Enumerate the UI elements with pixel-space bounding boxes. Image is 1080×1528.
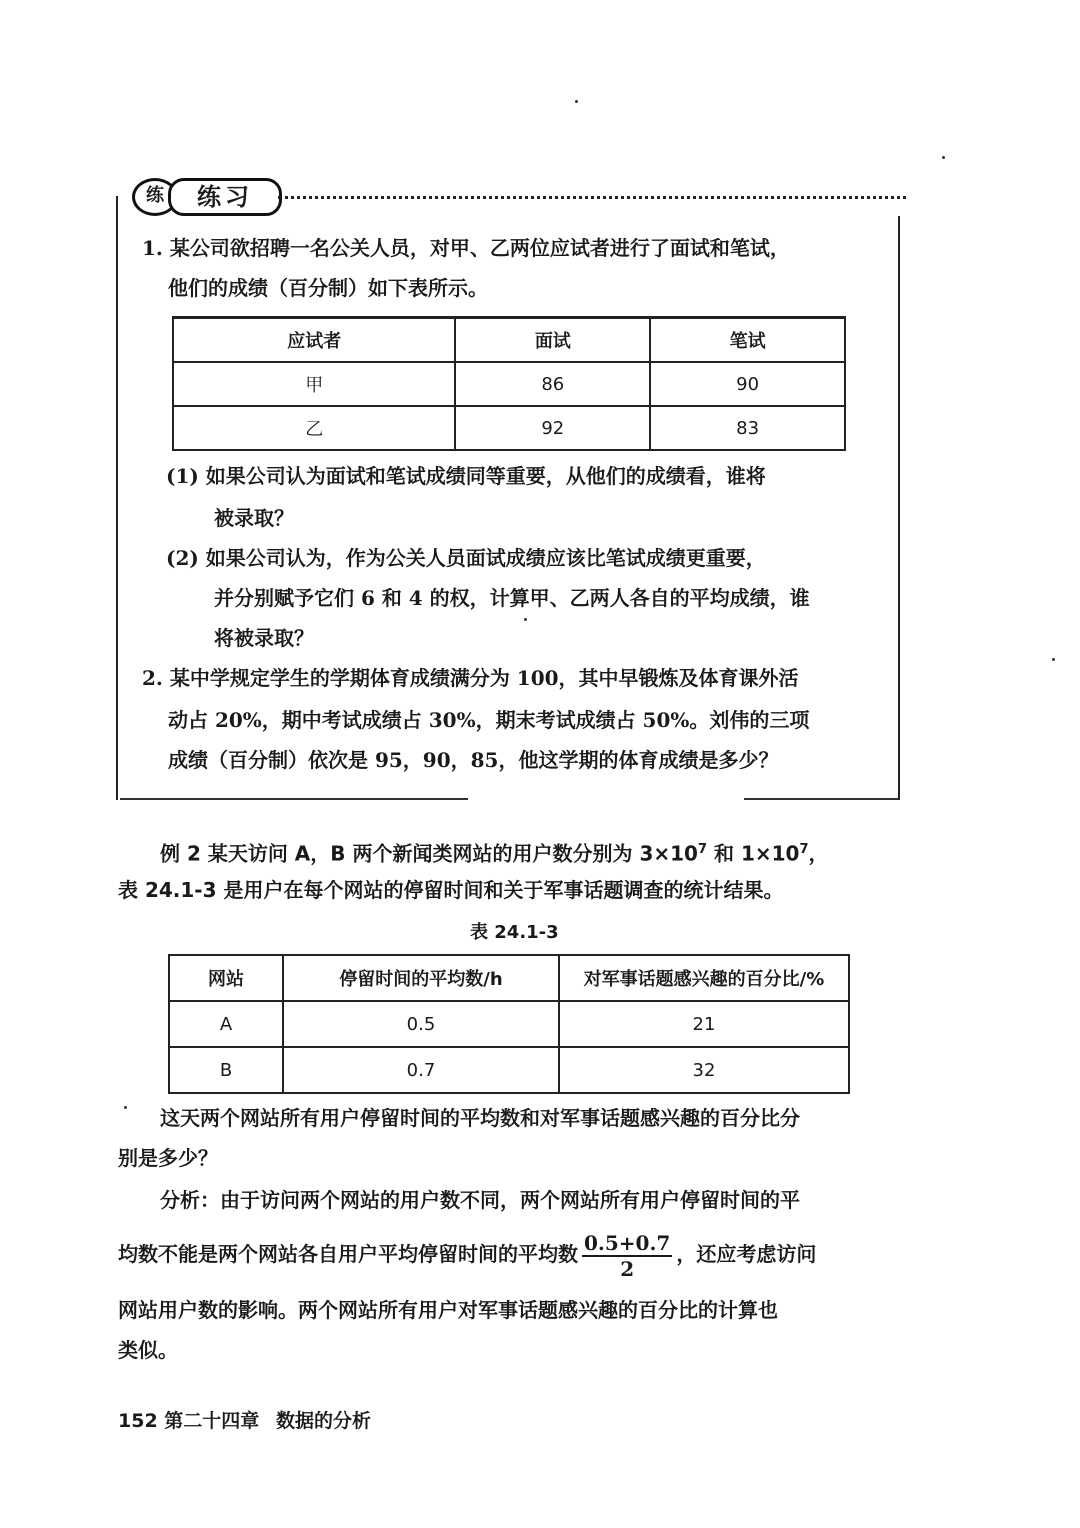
table-cell: 21 — [559, 1001, 849, 1047]
question-line2: 别是多少？ — [118, 1146, 218, 1170]
page-number: 152 — [118, 1410, 158, 1432]
table-cell: 92 — [455, 406, 650, 450]
table-caption: 表 24.1-3 — [470, 922, 559, 943]
table-cell: 甲 — [173, 362, 455, 406]
q1-sub2-line1: (2) 如果公司认为，作为公关人员面试成绩应该比笔试成绩更重要， — [166, 546, 766, 570]
q1-sub1-line2: 被录取？ — [214, 506, 294, 530]
exercise-box-right-border — [898, 216, 900, 800]
table-cell: 32 — [559, 1047, 849, 1093]
exercise-box-left-border — [116, 196, 118, 800]
section-title: 数据的分析 — [275, 1410, 371, 1432]
pencil-icon: 练 — [132, 178, 178, 216]
q2-line2: 动占 20%，期中考试成绩占 30%，期末考试成绩占 50%。刘伟的三项 — [168, 708, 810, 732]
example2-line2: 表 24.1-3 是用户在每个网站的停留时间和关于军事话题调查的统计结果。 — [118, 878, 784, 902]
q1-line2: 他们的成绩（百分制）如下表所示。 — [168, 276, 488, 300]
q2-line3: 成绩（百分制）依次是 95，90，85，他这学期的体育成绩是多少？ — [168, 748, 779, 772]
table-header-cell: 网站 — [169, 955, 283, 1001]
table-cell: 86 — [455, 362, 650, 406]
analysis-line2 — [118, 1228, 816, 1281]
exercise-box-bottom-border — [120, 798, 468, 800]
example2-line1-text-b: 和 1×10 — [707, 841, 800, 866]
table-header-cell: 停留时间的平均数/h — [283, 955, 559, 1001]
exponent: 7 — [799, 842, 809, 857]
example2-line1-text-c: ， — [808, 841, 829, 866]
table-header-row — [169, 955, 849, 1001]
analysis-line1: 分析：由于访问两个网站的用户数不同，两个网站所有用户停留时间的平 — [160, 1188, 800, 1212]
table-cell: A — [169, 1001, 283, 1047]
fraction-numerator: 0.5+0.7 — [584, 1230, 671, 1255]
example2-line1-text-a: 例 2 某天访问 A，B 两个新闻类网站的用户数分别为 3×10 — [160, 841, 698, 866]
table-header-cell: 笔试 — [650, 318, 845, 363]
table-row — [169, 1047, 849, 1093]
table-header-cell: 应试者 — [173, 318, 455, 363]
table-cell: 83 — [650, 406, 845, 450]
table-header-cell: 面试 — [455, 318, 650, 363]
table-row — [173, 406, 845, 450]
example2-line1 — [160, 836, 829, 868]
exercise-header — [116, 176, 906, 216]
table-row — [173, 362, 845, 406]
analysis-line2-text-end: ，还应考虑访问 — [676, 1242, 817, 1266]
q1-line1: 1. 某公司欲招聘一名公关人员，对甲、乙两位应试者进行了面试和笔试， — [142, 236, 790, 260]
exercise-box-bottom-border-right — [744, 798, 898, 800]
table-cell: B — [169, 1047, 283, 1093]
analysis-line3: 网站用户数的影响。两个网站所有用户对军事话题感兴趣的百分比的计算也 — [118, 1298, 778, 1322]
scores-table — [172, 316, 846, 451]
q1-sub1-line1: (1) 如果公司认为面试和笔试成绩同等重要，从他们的成绩看，谁将 — [166, 464, 766, 488]
scan-speck — [524, 618, 527, 621]
scan-speck — [1052, 658, 1055, 661]
table-cell: 90 — [650, 362, 845, 406]
scan-speck — [942, 156, 945, 159]
q2-line1: 2. 某中学规定学生的学期体育成绩满分为 100，其中早锻炼及体育课外活 — [142, 666, 799, 690]
scan-speck — [575, 100, 578, 103]
scan-speck — [124, 1106, 127, 1109]
table-cell: 0.5 — [283, 1001, 559, 1047]
question-line1: 这天两个网站所有用户停留时间的平均数和对军事话题感兴趣的百分比分 — [160, 1106, 800, 1130]
exercise-dotted-rule — [278, 196, 906, 199]
exercise-title: 练习 — [168, 178, 282, 216]
page-footer — [118, 1406, 371, 1433]
table-header-cell: 对军事话题感兴趣的百分比/% — [559, 955, 849, 1001]
analysis-line2-text: 均数不能是两个网站各自用户平均停留时间的平均数 — [118, 1242, 578, 1266]
fraction-denominator: 2 — [620, 1256, 635, 1281]
table-cell: 乙 — [173, 406, 455, 450]
table-cell: 0.7 — [283, 1047, 559, 1093]
q1-sub2-line2: 并分别赋予它们 6 和 4 的权，计算甲、乙两人各自的平均成绩，谁 — [214, 586, 810, 610]
table-row — [169, 1001, 849, 1047]
q1-sub2-line3: 将被录取？ — [214, 626, 314, 650]
sites-table — [168, 954, 850, 1094]
chapter-title: 第二十四章 — [164, 1410, 260, 1432]
analysis-line4: 类似。 — [118, 1338, 178, 1362]
exponent: 7 — [697, 842, 708, 857]
fraction — [582, 1231, 672, 1281]
table-header-row — [173, 318, 845, 363]
